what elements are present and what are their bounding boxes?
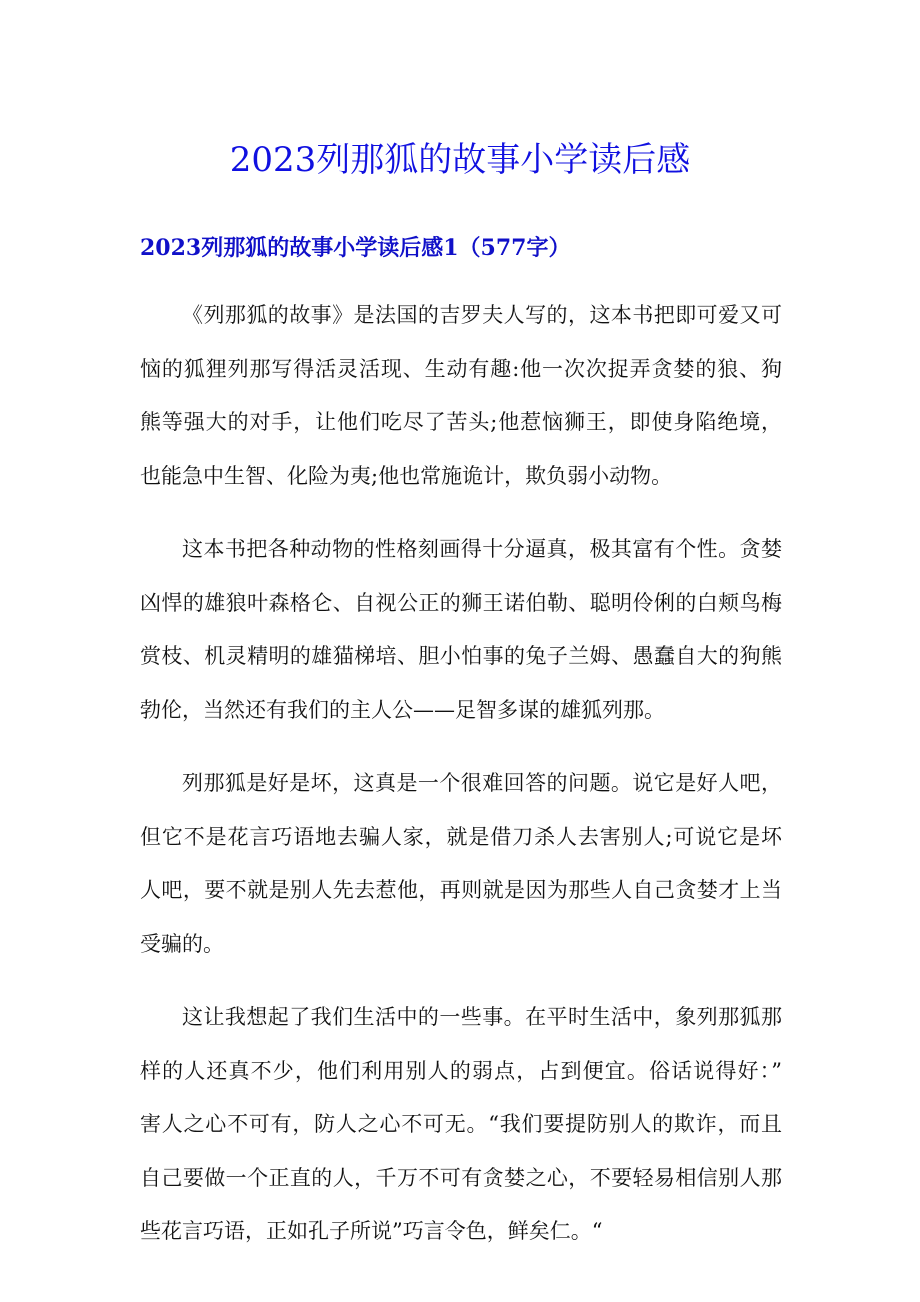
section-heading: 2023列那狐的故事小学读后感1（577字） [140, 235, 571, 261]
paragraph-line: 恼的狐狸列那写得活灵活现、生动有趣:他一次次捉弄贪婪的狼、狗 [140, 356, 782, 381]
paragraph-line: 害人之心不可有，防人之心不可无。“我们要提防别人的欺诈，而且 [140, 1112, 782, 1136]
document-body [140, 296, 782, 1286]
paragraph-line: 凶悍的雄狼叶森格仑、自视公正的狮王诺伯勒、聪明伶俐的白颊鸟梅 [140, 590, 782, 615]
paragraph-line: 勃伦，当然还有我们的主人公——足智多谋的雄狐列那。 [140, 697, 665, 722]
paragraph-line: 《列那狐的故事》是法国的吉罗夫人写的，这本书把即可爱又可 [182, 303, 782, 327]
paragraph-line: 这本书把各种动物的性格刻画得十分逼真，极其富有个性。贪婪 [182, 537, 782, 561]
paragraph-line: 受骗的。 [140, 931, 224, 956]
paragraph-line: 这让我想起了我们生活中的一些事。在平时生活中，象列那狐那 [182, 1005, 782, 1029]
paragraph [140, 530, 782, 744]
paragraph-line: 些花言巧语，正如孔子所说”巧言令色，鲜矣仁。“ [140, 1219, 603, 1243]
paragraph-line: 也能急中生智、化险为夷;他也常施诡计，欺负弱小动物。 [140, 463, 673, 488]
paragraph-line: 列那狐是好是坏，这真是一个很难回答的问题。说它是好人吧， [182, 771, 782, 795]
paragraph-line: 但它不是花言巧语地去骗人家，就是借刀杀人去害别人;可说它是坏 [140, 824, 782, 849]
paragraph-line: 人吧，要不就是别人先去惹他，再则就是因为那些人自己贪婪才上当 [140, 878, 782, 902]
document-title: 2023列那狐的故事小学读后感 [229, 140, 691, 180]
paragraph [140, 296, 782, 510]
paragraph-line: 自己要做一个正直的人，千万不可有贪婪之心，不要轻易相信别人那 [140, 1165, 782, 1190]
paragraph-line: 熊等强大的对手，让他们吃尽了苦头;他惹恼狮王，即使身陷绝境， [140, 410, 782, 434]
paragraph [140, 998, 782, 1266]
paragraph [140, 764, 782, 978]
paragraph-line: 赏枝、机灵精明的雄猫梯培、胆小怕事的兔子兰姆、愚蠢自大的狗熊 [140, 644, 782, 668]
paragraph-line: 样的人还真不少，他们利用别人的弱点，占到便宜。俗话说得好：” [140, 1058, 782, 1083]
